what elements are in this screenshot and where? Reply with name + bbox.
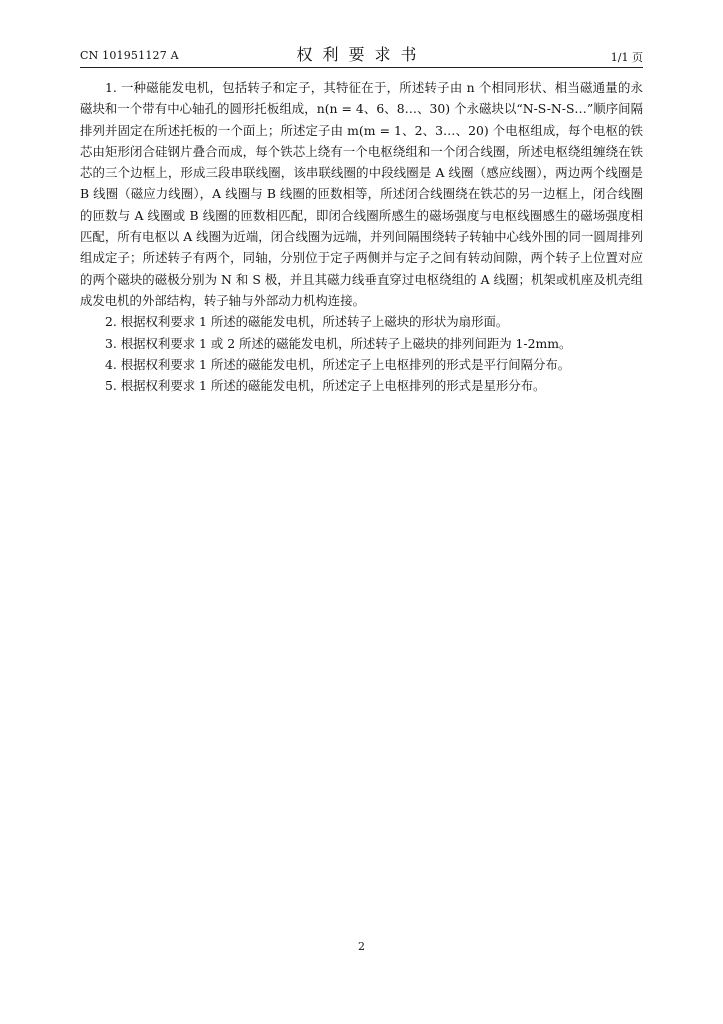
- page-number: 2: [358, 940, 365, 953]
- claims-body: [80, 77, 643, 396]
- page-count: 1/1 页: [610, 51, 643, 64]
- publication-number: CN 101951127 A: [80, 49, 179, 62]
- claim-5: 5. 根据权利要求 1 所述的磁能发电机，所述定子上电枢排列的形式是星形分布。: [105, 378, 546, 394]
- document-title: 权利要求书: [296, 45, 427, 64]
- claim-1: 1. 一种磁能发电机，包括转子和定子，其特征在于，所述转子由 n 个相同形状、相当磁通量的永磁块和一个带有中心轴孔的圆形托板组成，n(n = 4、6、8…、30) 个永磁块以“N-S-N-S…”顺序间隔排列并固定在所述托板的一个面上；所述定子由 m(m = 1、2、3…、20) 个电枢组成，每个电枢的铁芯由矩形闭合硅钢片叠合而成，每个铁芯上绕有一个电枢绕组和一个闭合线圈，所述电枢绕组缠绕在铁芯的三个边框上，形成三段串联线圈，该串联线圈的中段线圈是 A 线圈（感应线圈），两边两个线圈是 B 线圈（磁应力线圈），A 线圈与 B 线圈的匝数相等，所述闭合线圈绕在铁芯的另一边框上，闭合线圈的匝数与 A 线圈或 B 线圈的匝数相匹配，即闭合线圈所感生的磁场强度与电枢线圈感生的磁场强度相匹配，所有电枢以 A 线圈为近端，闭合线圈为远端，并列间隔围绕转子转轴中心线外围的同一圆周排列组成定子；所述转子有两个，同轴，分别位于定子两侧并与定子之间有转动间隙，两个转子上位置对应的两个磁块的磁极分别为 N 和 S 极，并且其磁力线垂直穿过电枢绕组的 A 线圈；机架或机座及机壳组成发电机的外部结构，转子轴与外部动力机构连接。: [80, 80, 643, 308]
- claim-4: 4. 根据权利要求 1 所述的磁能发电机，所述定子上电枢排列的形式是平行间隔分布。: [105, 356, 571, 372]
- claim-2: 2. 根据权利要求 1 所述的磁能发电机，所述转子上磁块的形状为扇形面。: [105, 314, 509, 330]
- page-header: [80, 40, 643, 66]
- claim-3: 3. 根据权利要求 1 或 2 所述的磁能发电机，所述转子上磁块的排列间距为 1-2mm。: [105, 335, 572, 351]
- header-divider: [80, 67, 643, 68]
